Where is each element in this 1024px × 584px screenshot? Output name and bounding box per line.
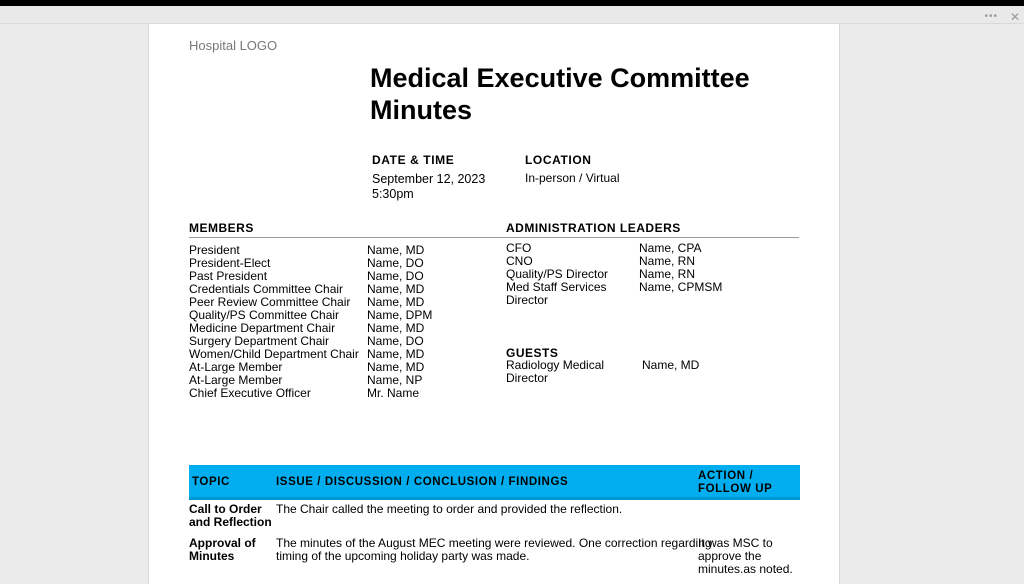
members-divider <box>189 237 481 238</box>
meeting-date: September 12, 2023 <box>372 172 486 186</box>
admin-name: Name, CPA <box>639 241 702 255</box>
member-role: President <box>189 243 240 257</box>
row-issue-line: timing of the upcoming holiday party was made. <box>276 549 530 563</box>
header-topic: TOPIC <box>192 476 230 488</box>
admin-name: Name, CPMSM <box>639 280 723 294</box>
more-options-icon[interactable]: ••• <box>984 11 998 22</box>
header-action-line2: FOLLOW UP <box>698 483 773 495</box>
row-issue <box>276 536 712 563</box>
guest-role: Director <box>506 371 549 385</box>
member-name: Name, MD <box>367 360 425 374</box>
admin-roles <box>506 242 636 307</box>
members-names <box>367 244 477 400</box>
admin-role: Director <box>506 293 549 307</box>
date-time-label: DATE & TIME <box>372 153 455 167</box>
admin-role: CFO <box>506 241 532 255</box>
guest-names <box>642 359 742 372</box>
member-name: Name, NP <box>367 373 423 387</box>
member-role: At-Large Member <box>189 360 283 374</box>
admin-name: Name, RN <box>639 254 696 268</box>
admin-names <box>639 242 749 294</box>
row-topic-line: Call to Order <box>189 502 262 516</box>
minutes-table-header <box>189 465 800 500</box>
viewer-toolbar <box>0 6 1024 24</box>
admin-divider <box>481 237 799 238</box>
member-name: Name, MD <box>367 282 425 296</box>
members-roles <box>189 244 369 400</box>
header-issue: ISSUE / DISCUSSION / CONCLUSION / FINDINGS <box>276 476 569 488</box>
row-issue <box>276 503 696 516</box>
member-name: Name, MD <box>367 243 425 257</box>
member-name: Name, MD <box>367 347 425 361</box>
guests-heading: GUESTS <box>506 346 559 360</box>
row-issue-line: The Chair called the meeting to order and provided the reflection. <box>276 502 623 516</box>
row-action-line: minutes.as noted. <box>698 562 793 576</box>
row-topic-line: Approval of <box>189 536 256 550</box>
row-action <box>698 537 798 576</box>
member-name: Name, DO <box>367 269 424 283</box>
member-role: Women/Child Department Chair <box>189 347 359 361</box>
row-topic <box>189 537 274 563</box>
row-issue-line: The minutes of the August MEC meeting were reviewed. One correction regarding <box>276 536 712 550</box>
admin-role: CNO <box>506 254 533 268</box>
member-role: Peer Review Committee Chair <box>189 295 351 309</box>
member-role: Medicine Department Chair <box>189 321 336 335</box>
meeting-time: 5:30pm <box>372 187 414 201</box>
row-topic-line: and Reflection <box>189 515 272 529</box>
member-name: Mr. Name <box>367 386 420 400</box>
header-action-line1: ACTION / <box>698 470 754 482</box>
admin-heading: ADMINISTRATION LEADERS <box>506 221 681 235</box>
close-icon[interactable]: ✕ <box>1009 10 1020 24</box>
row-topic <box>189 503 274 529</box>
admin-role: Quality/PS Director <box>506 267 609 281</box>
guest-name: Name, MD <box>642 358 700 372</box>
document-page <box>148 24 840 584</box>
location-value: In-person / Virtual <box>525 171 620 185</box>
admin-name: Name, RN <box>639 267 696 281</box>
member-role: Credentials Committee Chair <box>189 282 344 296</box>
member-name: Name, DPM <box>367 308 433 322</box>
member-name: Name, MD <box>367 295 425 309</box>
guest-role: Radiology Medical <box>506 358 605 372</box>
member-name: Name, MD <box>367 321 425 335</box>
guest-roles <box>506 359 636 385</box>
page-title: Medical Executive Committee Minutes <box>370 63 750 125</box>
location-label: LOCATION <box>525 153 592 167</box>
hospital-logo: Hospital LOGO <box>189 38 278 53</box>
members-heading: MEMBERS <box>189 221 254 235</box>
row-action-line: approve the <box>698 549 762 563</box>
member-role: Chief Executive Officer <box>189 386 311 400</box>
member-name: Name, DO <box>367 256 424 270</box>
row-topic-line: Minutes <box>189 549 235 563</box>
admin-role: Med Staff Services <box>506 280 607 294</box>
member-name: Name, DO <box>367 334 424 348</box>
row-action-line: It was MSC to <box>698 536 773 550</box>
member-role: Surgery Department Chair <box>189 334 330 348</box>
member-role: President-Elect <box>189 256 271 270</box>
member-role: At-Large Member <box>189 373 283 387</box>
member-role: Past President <box>189 269 268 283</box>
member-role: Quality/PS Committee Chair <box>189 308 340 322</box>
